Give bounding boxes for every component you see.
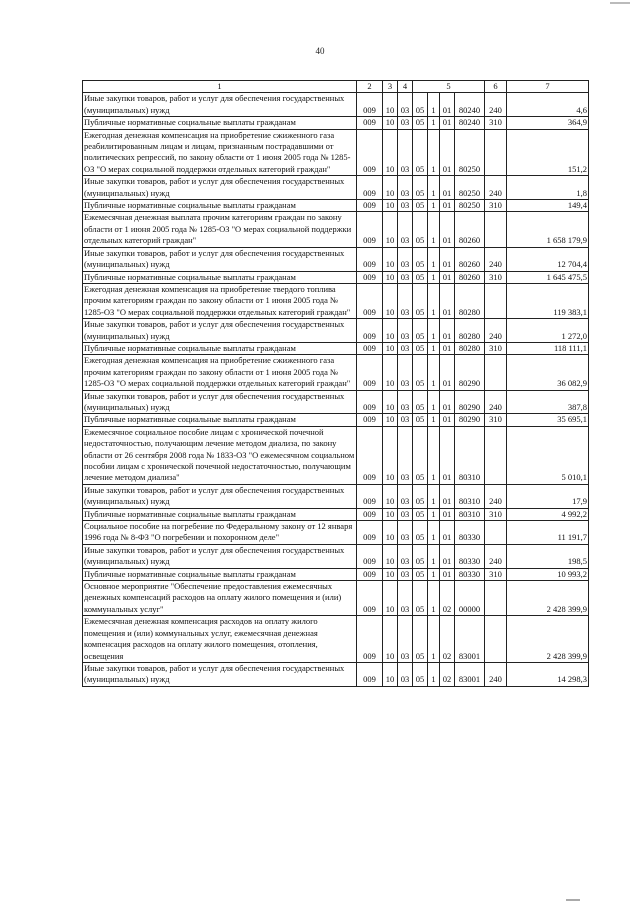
row-section: 10 xyxy=(383,342,398,354)
row-amount: 1 658 179,9 xyxy=(507,212,589,247)
row-grbs: 009 xyxy=(357,212,383,247)
row-grbs: 009 xyxy=(357,426,383,484)
table-row xyxy=(83,581,589,616)
row-target-article-4: 80250 xyxy=(455,200,485,212)
table-row xyxy=(83,247,589,271)
row-amount: 17,9 xyxy=(507,484,589,508)
row-name: Иные закупки товаров, работ и услуг для обеспечения государственных (муниципальных) нужд xyxy=(83,319,357,343)
row-target-article-4: 80290 xyxy=(455,355,485,390)
row-grbs: 009 xyxy=(357,247,383,271)
row-grbs: 009 xyxy=(357,342,383,354)
row-target-article-3: 01 xyxy=(440,247,455,271)
row-target-article-2: 1 xyxy=(428,117,440,129)
row-expense-type: 240 xyxy=(485,319,507,343)
row-expense-type xyxy=(485,616,507,663)
row-expense-type: 310 xyxy=(485,508,507,520)
row-grbs: 009 xyxy=(357,271,383,283)
row-name: Иные закупки товаров, работ и услуг для обеспечения государственных (муниципальных) нужд xyxy=(83,93,357,117)
row-target-article-4: 80240 xyxy=(455,93,485,117)
row-target-article-1: 05 xyxy=(413,508,428,520)
row-grbs: 009 xyxy=(357,414,383,426)
row-target-article-1: 05 xyxy=(413,426,428,484)
row-target-article-4: 80260 xyxy=(455,212,485,247)
row-subsection: 03 xyxy=(398,93,413,117)
row-grbs: 009 xyxy=(357,117,383,129)
row-amount: 1,8 xyxy=(507,176,589,200)
row-target-article-3: 01 xyxy=(440,508,455,520)
row-name: Иные закупки товаров, работ и услуг для обеспечения государственных (муниципальных) нужд xyxy=(83,544,357,568)
row-section: 10 xyxy=(383,283,398,318)
row-grbs: 009 xyxy=(357,484,383,508)
row-target-article-2: 1 xyxy=(428,616,440,663)
row-section: 10 xyxy=(383,616,398,663)
row-target-article-2: 1 xyxy=(428,484,440,508)
row-name: Публичные нормативные социальные выплаты гражданам xyxy=(83,342,357,354)
row-name: Иные закупки товаров, работ и услуг для обеспечения государственных (муниципальных) нужд xyxy=(83,662,357,686)
row-target-article-2: 1 xyxy=(428,283,440,318)
row-target-article-1: 05 xyxy=(413,176,428,200)
header-row xyxy=(83,81,589,93)
row-target-article-3: 01 xyxy=(440,176,455,200)
row-grbs: 009 xyxy=(357,508,383,520)
row-target-article-2: 1 xyxy=(428,355,440,390)
row-target-article-3: 01 xyxy=(440,319,455,343)
row-target-article-3: 01 xyxy=(440,342,455,354)
row-name: Публичные нормативные социальные выплаты гражданам xyxy=(83,568,357,580)
row-name: Ежегодная денежная компенсация на приобретение сжиженного газа прочим категориям граждан по закону области от 1 июня 2005 года № 1285-ОЗ "О мерах социальной поддержки отдельных категорий граждан" xyxy=(83,355,357,390)
row-target-article-1: 05 xyxy=(413,212,428,247)
row-target-article-1: 05 xyxy=(413,319,428,343)
row-section: 10 xyxy=(383,426,398,484)
row-section: 10 xyxy=(383,390,398,414)
row-target-article-2: 1 xyxy=(428,521,440,545)
row-section: 10 xyxy=(383,176,398,200)
table-row xyxy=(83,426,589,484)
row-target-article-4: 80280 xyxy=(455,319,485,343)
header-col-7: 7 xyxy=(507,81,589,93)
row-amount: 4,6 xyxy=(507,93,589,117)
row-amount: 10 993,2 xyxy=(507,568,589,580)
row-target-article-3: 01 xyxy=(440,283,455,318)
row-section: 10 xyxy=(383,271,398,283)
row-target-article-4: 80260 xyxy=(455,271,485,283)
row-expense-type xyxy=(485,426,507,484)
row-grbs: 009 xyxy=(357,355,383,390)
row-subsection: 03 xyxy=(398,568,413,580)
table-row xyxy=(83,319,589,343)
row-grbs: 009 xyxy=(357,319,383,343)
row-subsection: 03 xyxy=(398,508,413,520)
row-target-article-4: 80250 xyxy=(455,176,485,200)
row-grbs: 009 xyxy=(357,283,383,318)
row-name: Иные закупки товаров, работ и услуг для обеспечения государственных (муниципальных) нужд xyxy=(83,390,357,414)
row-name: Ежегодная денежная компенсация на приобретение сжиженного газа реабилитированным лицам и лицам, признанным пострадавшими от политических репрессий, по закону области от 1 июня 2005 года № 1285-ОЗ "О мерах социальной поддержки отдельных категорий граждан" xyxy=(83,129,357,176)
row-target-article-1: 05 xyxy=(413,414,428,426)
row-grbs: 009 xyxy=(357,521,383,545)
table-row xyxy=(83,271,589,283)
row-target-article-2: 1 xyxy=(428,414,440,426)
row-target-article-1: 05 xyxy=(413,342,428,354)
row-target-article-2: 1 xyxy=(428,93,440,117)
row-target-article-4: 80310 xyxy=(455,508,485,520)
row-expense-type: 310 xyxy=(485,200,507,212)
row-expense-type: 240 xyxy=(485,93,507,117)
row-target-article-3: 01 xyxy=(440,129,455,176)
row-target-article-2: 1 xyxy=(428,426,440,484)
row-expense-type xyxy=(485,581,507,616)
row-target-article-1: 05 xyxy=(413,521,428,545)
row-target-article-3: 01 xyxy=(440,355,455,390)
row-target-article-1: 05 xyxy=(413,355,428,390)
row-target-article-4: 80280 xyxy=(455,342,485,354)
row-amount: 364,9 xyxy=(507,117,589,129)
table-row xyxy=(83,117,589,129)
row-name: Ежемесячная денежная компенсация расходов на оплату жилого помещения и (или) коммунальных услуг, ежемесячная денежная компенсация расходов на оплату жилого помещения, отопления, освещения xyxy=(83,616,357,663)
row-expense-type xyxy=(485,521,507,545)
table-row xyxy=(83,129,589,176)
row-target-article-3: 01 xyxy=(440,212,455,247)
row-target-article-3: 01 xyxy=(440,271,455,283)
row-grbs: 009 xyxy=(357,93,383,117)
row-subsection: 03 xyxy=(398,484,413,508)
page-number: 40 xyxy=(315,46,325,56)
table-row xyxy=(83,568,589,580)
header-col-6: 6 xyxy=(485,81,507,93)
row-name: Ежемесячное социальное пособие лицам с хронической почечной недостаточностью, получающим лечение методом диализа, по закону области от 26 сентября 2008 года № 1833-ОЗ "О ежемесячном социальном пособии лицам с хронической почечной недостаточностью, получающим лечение методом диализа" xyxy=(83,426,357,484)
row-subsection: 03 xyxy=(398,426,413,484)
row-expense-type: 310 xyxy=(485,342,507,354)
row-amount: 5 010,1 xyxy=(507,426,589,484)
scan-artifact-bottom xyxy=(566,899,580,901)
row-target-article-1: 05 xyxy=(413,484,428,508)
row-name: Ежемесячная денежная выплата прочим категориям граждан по закону области от 1 июня 2005 года № 1285-ОЗ "О мерах социальной поддержки отдельных категорий граждан" xyxy=(83,212,357,247)
row-target-article-4: 80240 xyxy=(455,117,485,129)
row-section: 10 xyxy=(383,200,398,212)
row-amount: 151,2 xyxy=(507,129,589,176)
row-target-article-1: 05 xyxy=(413,93,428,117)
row-subsection: 03 xyxy=(398,581,413,616)
table-row xyxy=(83,508,589,520)
row-expense-type xyxy=(485,283,507,318)
row-grbs: 009 xyxy=(357,662,383,686)
row-target-article-4: 00000 xyxy=(455,581,485,616)
row-target-article-3: 01 xyxy=(440,414,455,426)
row-expense-type xyxy=(485,129,507,176)
row-name: Ежегодная денежная компенсация на приобретение твердого топлива прочим категориям граждан по закону области от 1 июня 2005 года № 1285-ОЗ "О мерах социальной поддержки отдельных категорий граждан" xyxy=(83,283,357,318)
row-section: 10 xyxy=(383,212,398,247)
row-target-article-2: 1 xyxy=(428,247,440,271)
row-target-article-1: 05 xyxy=(413,544,428,568)
row-expense-type: 310 xyxy=(485,414,507,426)
row-section: 10 xyxy=(383,355,398,390)
scan-artifact-top xyxy=(610,2,630,4)
row-name: Основное мероприятие "Обеспечение предоставления ежемесячных денежных компенсаций расходов на оплату жилого помещения и (или) коммунальных услуг" xyxy=(83,581,357,616)
table-row xyxy=(83,176,589,200)
row-grbs: 009 xyxy=(357,129,383,176)
row-target-article-2: 1 xyxy=(428,390,440,414)
row-target-article-1: 05 xyxy=(413,662,428,686)
row-subsection: 03 xyxy=(398,662,413,686)
row-target-article-3: 01 xyxy=(440,568,455,580)
row-target-article-3: 01 xyxy=(440,426,455,484)
row-amount: 11 191,7 xyxy=(507,521,589,545)
table-row xyxy=(83,616,589,663)
table-row xyxy=(83,662,589,686)
row-target-article-2: 1 xyxy=(428,568,440,580)
row-name: Публичные нормативные социальные выплаты гражданам xyxy=(83,117,357,129)
row-target-article-1: 05 xyxy=(413,581,428,616)
table-row xyxy=(83,200,589,212)
row-amount: 14 298,3 xyxy=(507,662,589,686)
table-row xyxy=(83,484,589,508)
row-target-article-3: 01 xyxy=(440,117,455,129)
row-section: 10 xyxy=(383,544,398,568)
row-name: Социальное пособие на погребение по Федеральному закону от 12 января 1996 года № 8-ФЗ "О погребении и похоронном деле" xyxy=(83,521,357,545)
row-subsection: 03 xyxy=(398,129,413,176)
row-name: Иные закупки товаров, работ и услуг для обеспечения государственных (муниципальных) нужд xyxy=(83,247,357,271)
row-subsection: 03 xyxy=(398,200,413,212)
row-target-article-3: 02 xyxy=(440,581,455,616)
row-target-article-4: 80310 xyxy=(455,484,485,508)
row-expense-type xyxy=(485,355,507,390)
row-expense-type: 240 xyxy=(485,390,507,414)
table-row xyxy=(83,390,589,414)
row-target-article-2: 1 xyxy=(428,200,440,212)
row-amount: 35 695,1 xyxy=(507,414,589,426)
row-name: Иные закупки товаров, работ и услуг для обеспечения государственных (муниципальных) нужд xyxy=(83,484,357,508)
row-target-article-4: 80290 xyxy=(455,414,485,426)
row-target-article-1: 05 xyxy=(413,247,428,271)
row-target-article-1: 05 xyxy=(413,117,428,129)
row-target-article-4: 80310 xyxy=(455,426,485,484)
row-target-article-3: 01 xyxy=(440,200,455,212)
row-subsection: 03 xyxy=(398,616,413,663)
row-amount: 2 428 399,9 xyxy=(507,581,589,616)
row-target-article-1: 05 xyxy=(413,616,428,663)
row-name: Иные закупки товаров, работ и услуг для обеспечения государственных (муниципальных) нужд xyxy=(83,176,357,200)
table-row xyxy=(83,414,589,426)
row-subsection: 03 xyxy=(398,544,413,568)
row-target-article-1: 05 xyxy=(413,568,428,580)
row-amount: 12 704,4 xyxy=(507,247,589,271)
row-subsection: 03 xyxy=(398,390,413,414)
row-amount: 198,5 xyxy=(507,544,589,568)
row-target-article-4: 80280 xyxy=(455,283,485,318)
row-section: 10 xyxy=(383,117,398,129)
row-grbs: 009 xyxy=(357,176,383,200)
row-subsection: 03 xyxy=(398,247,413,271)
row-target-article-1: 05 xyxy=(413,129,428,176)
row-section: 10 xyxy=(383,662,398,686)
row-target-article-2: 1 xyxy=(428,342,440,354)
row-target-article-2: 1 xyxy=(428,662,440,686)
table-row xyxy=(83,212,589,247)
table-row xyxy=(83,544,589,568)
row-target-article-3: 01 xyxy=(440,544,455,568)
row-grbs: 009 xyxy=(357,200,383,212)
row-name: Публичные нормативные социальные выплаты гражданам xyxy=(83,271,357,283)
budget-table xyxy=(82,80,589,687)
row-amount: 118 111,1 xyxy=(507,342,589,354)
row-target-article-4: 80330 xyxy=(455,521,485,545)
row-expense-type: 310 xyxy=(485,568,507,580)
row-target-article-3: 01 xyxy=(440,521,455,545)
row-target-article-3: 01 xyxy=(440,484,455,508)
row-grbs: 009 xyxy=(357,544,383,568)
row-expense-type: 310 xyxy=(485,117,507,129)
row-target-article-4: 80290 xyxy=(455,390,485,414)
row-subsection: 03 xyxy=(398,176,413,200)
row-target-article-2: 1 xyxy=(428,271,440,283)
table-row xyxy=(83,342,589,354)
row-target-article-2: 1 xyxy=(428,581,440,616)
row-subsection: 03 xyxy=(398,414,413,426)
row-target-article-1: 05 xyxy=(413,283,428,318)
table-row xyxy=(83,93,589,117)
row-subsection: 03 xyxy=(398,117,413,129)
row-section: 10 xyxy=(383,414,398,426)
row-subsection: 03 xyxy=(398,271,413,283)
row-grbs: 009 xyxy=(357,616,383,663)
row-amount: 1 645 475,5 xyxy=(507,271,589,283)
row-target-article-1: 05 xyxy=(413,271,428,283)
row-expense-type: 240 xyxy=(485,247,507,271)
row-target-article-4: 80260 xyxy=(455,247,485,271)
row-name: Публичные нормативные социальные выплаты гражданам xyxy=(83,200,357,212)
row-subsection: 03 xyxy=(398,521,413,545)
row-section: 10 xyxy=(383,247,398,271)
row-section: 10 xyxy=(383,568,398,580)
row-amount: 149,4 xyxy=(507,200,589,212)
row-expense-type: 240 xyxy=(485,176,507,200)
header-col-5: 5 xyxy=(413,81,485,93)
row-target-article-3: 01 xyxy=(440,390,455,414)
row-target-article-3: 02 xyxy=(440,616,455,663)
row-target-article-4: 83001 xyxy=(455,662,485,686)
header-col-3: 3 xyxy=(383,81,398,93)
row-section: 10 xyxy=(383,93,398,117)
row-amount: 387,8 xyxy=(507,390,589,414)
row-expense-type xyxy=(485,212,507,247)
row-target-article-3: 02 xyxy=(440,662,455,686)
row-target-article-2: 1 xyxy=(428,176,440,200)
row-subsection: 03 xyxy=(398,283,413,318)
row-expense-type: 240 xyxy=(485,544,507,568)
row-section: 10 xyxy=(383,319,398,343)
row-target-article-2: 1 xyxy=(428,319,440,343)
table-row xyxy=(83,355,589,390)
row-amount: 119 383,1 xyxy=(507,283,589,318)
row-section: 10 xyxy=(383,484,398,508)
table-body xyxy=(83,93,589,686)
row-section: 10 xyxy=(383,521,398,545)
row-subsection: 03 xyxy=(398,355,413,390)
row-target-article-4: 83001 xyxy=(455,616,485,663)
row-section: 10 xyxy=(383,581,398,616)
row-expense-type: 240 xyxy=(485,484,507,508)
row-amount: 36 082,9 xyxy=(507,355,589,390)
row-target-article-1: 05 xyxy=(413,390,428,414)
row-subsection: 03 xyxy=(398,212,413,247)
row-amount: 2 428 399,9 xyxy=(507,616,589,663)
row-target-article-4: 80330 xyxy=(455,568,485,580)
row-subsection: 03 xyxy=(398,342,413,354)
row-section: 10 xyxy=(383,129,398,176)
row-target-article-4: 80330 xyxy=(455,544,485,568)
row-section: 10 xyxy=(383,508,398,520)
row-expense-type: 310 xyxy=(485,271,507,283)
row-target-article-2: 1 xyxy=(428,129,440,176)
header-col-2: 2 xyxy=(357,81,383,93)
row-target-article-2: 1 xyxy=(428,508,440,520)
row-grbs: 009 xyxy=(357,568,383,580)
row-target-article-2: 1 xyxy=(428,544,440,568)
row-target-article-1: 05 xyxy=(413,200,428,212)
header-col-4: 4 xyxy=(398,81,413,93)
header-col-1: 1 xyxy=(83,81,357,93)
row-target-article-2: 1 xyxy=(428,212,440,247)
row-grbs: 009 xyxy=(357,390,383,414)
row-subsection: 03 xyxy=(398,319,413,343)
row-target-article-3: 01 xyxy=(440,93,455,117)
row-amount: 4 992,2 xyxy=(507,508,589,520)
row-target-article-4: 80250 xyxy=(455,129,485,176)
row-expense-type: 240 xyxy=(485,662,507,686)
row-amount: 1 272,0 xyxy=(507,319,589,343)
table-row xyxy=(83,521,589,545)
row-grbs: 009 xyxy=(357,581,383,616)
row-name: Публичные нормативные социальные выплаты гражданам xyxy=(83,414,357,426)
row-name: Публичные нормативные социальные выплаты гражданам xyxy=(83,508,357,520)
table-row xyxy=(83,283,589,318)
